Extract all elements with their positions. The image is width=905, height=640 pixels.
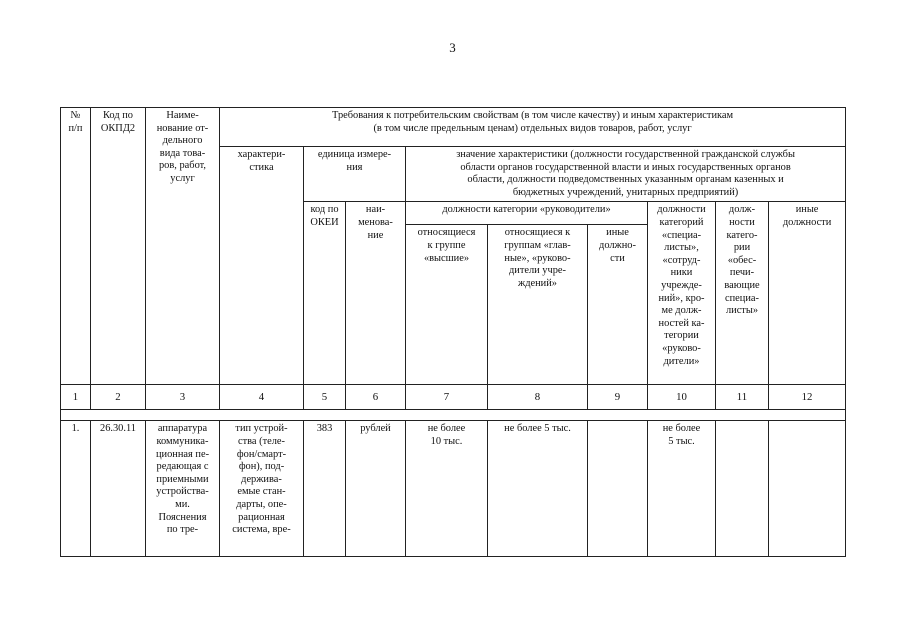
row-other [769,421,846,557]
row-num: 1. [61,421,91,557]
column-numbers-row [61,385,846,410]
header-managers: должности категории «руководители» [406,202,648,225]
header-characteristic: характери- стика [220,147,304,385]
header-unit: единица измере- ния [304,147,406,202]
row-characteristic: тип устрой- ства (теле- фон/смарт- фон), под- держива- емые стан- дарты, опе- рационная система, вре- [220,421,304,557]
header-unit-name: наи- менова- ние [346,202,406,385]
row-unit-code: 383 [304,421,346,557]
header-support: долж- ности катего- рии «обес- печи- вающие специа- листы» [716,202,769,385]
column-number: 8 [488,385,588,410]
header-num: № п/п [61,108,91,385]
header-other: иные должности [769,202,846,385]
page-number: 3 [449,40,456,55]
header-managers-higher: относящиеся к группе «высшие» [406,225,488,292]
column-number: 5 [304,385,346,410]
header-okpd: Код по ОКПД2 [91,108,146,385]
header-name: Наиме- нование от- дельного вида това- ров, работ, услуг [146,108,220,385]
column-number: 4 [220,385,304,410]
header-specialists: должности категорий «специа- листы», «сотруд- ники учрежде- ний», кро- ме долж- ностей ка- тегории «руково- дители» [648,202,716,385]
column-number: 10 [648,385,716,410]
column-number: 12 [769,385,846,410]
column-number: 9 [588,385,648,410]
header-managers-main: относящиеся к группам «глав- ные», «руково- дители учре- ждений» [488,225,588,292]
row-unit-name: рублей [346,421,406,557]
row-other-managers [588,421,648,557]
separator-row [61,410,846,421]
column-number: 2 [91,385,146,410]
column-number: 11 [716,385,769,410]
table-separator [61,410,846,421]
column-number: 7 [406,385,488,410]
header-value: значение характеристики (должности государственной гражданской службы области органов государственной власти и иных государственных органов области, должности подведомственных указанным органам казенных и бюджетных учреждений, унитарных предприятий) [406,147,846,202]
table-row [61,421,846,557]
header-requirements: Требования к потребительским свойствам (в том числе качеству) и иным характеристикам (в том числе предельным ценам) отдельных видов товаров, работ, услуг [220,108,846,147]
row-okpd: 26.30.11 [91,421,146,557]
row-support [716,421,769,557]
requirements-table [60,107,846,557]
row-higher: не более 10 тыс. [406,421,488,557]
column-number: 6 [346,385,406,410]
header-managers-other: иные должно- сти [588,225,648,292]
header-managers-filler [588,292,648,385]
row-specialists: не более 5 тыс. [648,421,716,557]
row-name: аппаратура коммуника- ционная пе- редающая с приемными устройства- ми. Пояснения по тре- [146,421,220,557]
column-number: 3 [146,385,220,410]
column-number: 1 [61,385,91,410]
header-unit-code: код по ОКЕИ [304,202,346,385]
header-managers-filler [406,292,488,385]
row-main: не более 5 тыс. [488,421,588,557]
header-managers-filler [488,292,588,385]
